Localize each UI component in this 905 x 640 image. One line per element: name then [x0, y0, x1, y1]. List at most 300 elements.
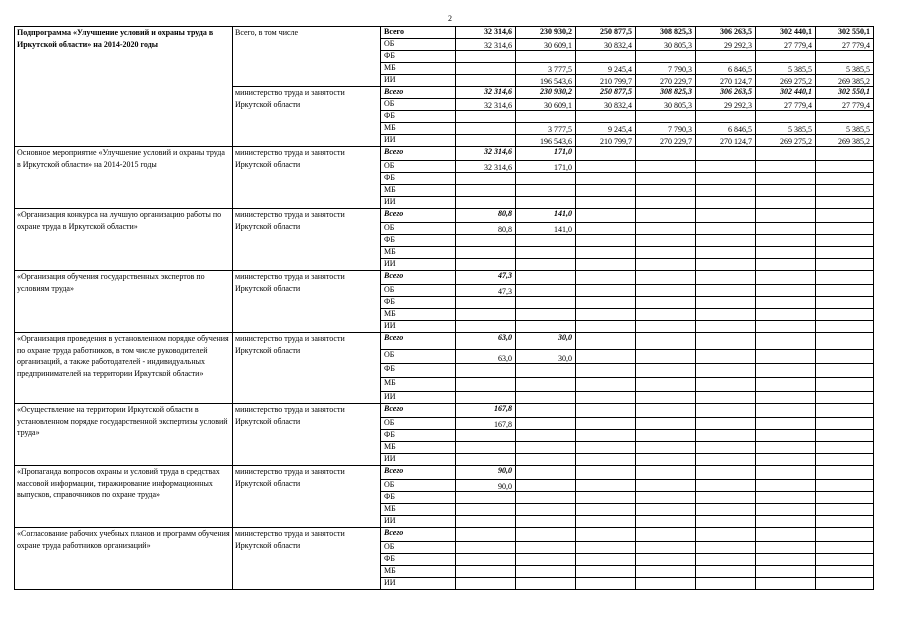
amount-cell	[576, 209, 636, 223]
amount-cell	[576, 504, 636, 516]
amount-cell	[756, 480, 816, 492]
amount-cell: 308 825,3	[636, 27, 696, 39]
amount-cell	[636, 480, 696, 492]
amount-cell	[816, 516, 874, 528]
table-row	[15, 147, 874, 161]
amount-cell: 302 440,1	[756, 27, 816, 39]
amount-cell: 270 124,7	[696, 135, 756, 147]
amount-cell	[696, 566, 756, 578]
funding-source-ob: ОБ	[381, 350, 456, 364]
table-body	[15, 27, 874, 590]
amount-cell	[696, 364, 756, 378]
amount-cell: 302 550,1	[816, 87, 874, 99]
amount-cell	[576, 197, 636, 209]
amount-cell	[636, 454, 696, 466]
amount-cell	[756, 309, 816, 321]
amount-cell	[576, 578, 636, 590]
amount-cell	[456, 516, 516, 528]
amount-cell: 47,3	[456, 271, 516, 285]
amount-cell	[516, 271, 576, 285]
amount-cell: 47,3	[456, 285, 516, 297]
amount-cell	[756, 566, 816, 578]
amount-cell	[516, 247, 576, 259]
amount-cell	[756, 223, 816, 235]
amount-cell: 30,0	[516, 350, 576, 364]
activity-name: Подпрограмма «Улучшение условий и охраны труда в Иркутской области» на 2014-2020 годы	[15, 27, 233, 147]
amount-cell	[756, 350, 816, 364]
amount-cell	[456, 63, 516, 75]
funding-source-mb: МБ	[381, 63, 456, 75]
amount-cell	[516, 173, 576, 185]
amount-cell	[576, 235, 636, 247]
amount-cell	[516, 321, 576, 333]
amount-cell	[816, 528, 874, 542]
amount-cell	[516, 197, 576, 209]
amount-cell	[696, 285, 756, 297]
executor-cell: министерство труда и занятости Иркутской области	[233, 404, 381, 466]
amount-cell	[696, 209, 756, 223]
amount-cell	[576, 404, 636, 418]
amount-cell	[516, 542, 576, 554]
amount-cell	[636, 542, 696, 554]
funding-source-ii: ИИ	[381, 578, 456, 590]
amount-cell: 30 832,4	[576, 39, 636, 51]
amount-cell	[636, 247, 696, 259]
amount-cell: 9 245,4	[576, 123, 636, 135]
amount-cell: 30 805,3	[636, 39, 696, 51]
amount-cell	[696, 309, 756, 321]
amount-cell	[456, 309, 516, 321]
amount-cell: 196 543,6	[516, 135, 576, 147]
amount-cell	[696, 504, 756, 516]
amount-cell	[576, 161, 636, 173]
amount-cell: 27 779,4	[756, 39, 816, 51]
amount-cell	[636, 516, 696, 528]
amount-cell	[816, 566, 874, 578]
amount-cell	[756, 333, 816, 350]
amount-cell	[696, 442, 756, 454]
amount-cell	[696, 297, 756, 309]
activity-name: «Организация обучения государственных экспертов по условиям труда»	[15, 271, 233, 333]
amount-cell: 3 777,5	[516, 63, 576, 75]
amount-cell	[576, 466, 636, 480]
amount-cell: 30 805,3	[636, 99, 696, 111]
amount-cell	[756, 378, 816, 392]
amount-cell	[816, 209, 874, 223]
amount-cell	[816, 111, 874, 123]
funding-source-fb: ФБ	[381, 554, 456, 566]
amount-cell: 306 263,5	[696, 27, 756, 39]
amount-cell	[456, 75, 516, 87]
amount-cell	[456, 259, 516, 271]
amount-cell: 29 292,3	[696, 39, 756, 51]
amount-cell	[576, 333, 636, 350]
amount-cell	[636, 223, 696, 235]
amount-cell	[696, 392, 756, 404]
executor-cell: министерство труда и занятости Иркутской области	[233, 271, 381, 333]
amount-cell: 270 229,7	[636, 135, 696, 147]
amount-cell	[816, 480, 874, 492]
amount-cell: 32 314,6	[456, 99, 516, 111]
funding-source-ob: ОБ	[381, 223, 456, 235]
amount-cell	[816, 504, 874, 516]
amount-cell: 7 790,3	[636, 123, 696, 135]
amount-cell	[576, 321, 636, 333]
activity-name: «Осуществление на территории Иркутской области в установленном порядке государственной экспертизы условий труда»	[15, 404, 233, 466]
amount-cell	[756, 297, 816, 309]
executor-cell: министерство труда и занятости Иркутской области	[233, 466, 381, 528]
amount-cell	[456, 566, 516, 578]
amount-cell	[636, 333, 696, 350]
amount-cell	[576, 271, 636, 285]
funding-source-fb: ФБ	[381, 235, 456, 247]
amount-cell: 171,0	[516, 161, 576, 173]
amount-cell	[696, 173, 756, 185]
amount-cell: 269 275,2	[756, 135, 816, 147]
funding-source-total: Всего	[381, 271, 456, 285]
amount-cell	[816, 418, 874, 430]
amount-cell	[516, 492, 576, 504]
amount-cell	[756, 504, 816, 516]
funding-source-ii: ИИ	[381, 392, 456, 404]
amount-cell: 3 777,5	[516, 123, 576, 135]
funding-source-fb: ФБ	[381, 297, 456, 309]
funding-source-ii: ИИ	[381, 197, 456, 209]
amount-cell: 270 229,7	[636, 75, 696, 87]
activity-name: «Организация конкурса на лучшую организацию работы по охране труда в Иркутской области»	[15, 209, 233, 271]
amount-cell	[456, 542, 516, 554]
amount-cell: 90,0	[456, 466, 516, 480]
amount-cell	[636, 442, 696, 454]
amount-cell: 269 385,2	[816, 75, 874, 87]
amount-cell	[816, 430, 874, 442]
amount-cell	[636, 309, 696, 321]
amount-cell: 9 245,4	[576, 63, 636, 75]
amount-cell	[696, 271, 756, 285]
amount-cell	[636, 271, 696, 285]
amount-cell: 30,0	[516, 333, 576, 350]
amount-cell	[576, 542, 636, 554]
amount-cell	[636, 404, 696, 418]
amount-cell	[696, 350, 756, 364]
table-row	[15, 466, 874, 480]
amount-cell	[816, 442, 874, 454]
amount-cell	[516, 404, 576, 418]
amount-cell	[456, 378, 516, 392]
amount-cell	[576, 350, 636, 364]
amount-cell	[456, 454, 516, 466]
executor-cell: министерство труда и занятости Иркутской области	[233, 87, 381, 147]
amount-cell	[816, 392, 874, 404]
amount-cell	[696, 111, 756, 123]
amount-cell	[636, 235, 696, 247]
amount-cell	[816, 51, 874, 63]
amount-cell	[756, 185, 816, 197]
funding-source-total: Всего	[381, 147, 456, 161]
amount-cell	[636, 554, 696, 566]
amount-cell	[756, 430, 816, 442]
amount-cell	[516, 392, 576, 404]
amount-cell: 5 385,5	[756, 123, 816, 135]
funding-source-fb: ФБ	[381, 173, 456, 185]
funding-source-ii: ИИ	[381, 259, 456, 271]
amount-cell	[636, 364, 696, 378]
amount-cell	[636, 111, 696, 123]
funding-source-mb: МБ	[381, 442, 456, 454]
amount-cell	[756, 542, 816, 554]
amount-cell: 5 385,5	[756, 63, 816, 75]
amount-cell: 90,0	[456, 480, 516, 492]
amount-cell: 27 779,4	[756, 99, 816, 111]
amount-cell: 30 832,4	[576, 99, 636, 111]
amount-cell	[576, 554, 636, 566]
amount-cell	[696, 578, 756, 590]
amount-cell: 210 799,7	[576, 75, 636, 87]
amount-cell: 269 385,2	[816, 135, 874, 147]
amount-cell	[816, 147, 874, 161]
amount-cell	[576, 392, 636, 404]
amount-cell: 6 846,5	[696, 63, 756, 75]
amount-cell	[516, 554, 576, 566]
amount-cell	[756, 235, 816, 247]
amount-cell	[576, 285, 636, 297]
amount-cell	[636, 321, 696, 333]
amount-cell	[636, 578, 696, 590]
amount-cell	[576, 430, 636, 442]
funding-source-ob: ОБ	[381, 39, 456, 51]
funding-source-total: Всего	[381, 528, 456, 542]
amount-cell: 269 275,2	[756, 75, 816, 87]
funding-source-ob: ОБ	[381, 480, 456, 492]
amount-cell	[456, 442, 516, 454]
amount-cell: 63,0	[456, 350, 516, 364]
amount-cell	[456, 197, 516, 209]
amount-cell	[756, 392, 816, 404]
amount-cell	[516, 378, 576, 392]
funding-source-mb: МБ	[381, 566, 456, 578]
amount-cell	[456, 504, 516, 516]
amount-cell	[576, 185, 636, 197]
amount-cell	[696, 516, 756, 528]
amount-cell	[696, 259, 756, 271]
amount-cell	[576, 111, 636, 123]
amount-cell: 80,8	[456, 209, 516, 223]
amount-cell	[456, 297, 516, 309]
table-row	[15, 209, 874, 223]
amount-cell	[456, 173, 516, 185]
funding-source-total: Всего	[381, 27, 456, 39]
funding-source-ii: ИИ	[381, 516, 456, 528]
amount-cell	[756, 285, 816, 297]
amount-cell	[516, 297, 576, 309]
amount-cell	[816, 466, 874, 480]
amount-cell: 196 543,6	[516, 75, 576, 87]
amount-cell	[696, 51, 756, 63]
amount-cell	[816, 235, 874, 247]
executor-cell: министерство труда и занятости Иркутской области	[233, 209, 381, 271]
amount-cell	[816, 404, 874, 418]
amount-cell	[516, 504, 576, 516]
amount-cell	[516, 516, 576, 528]
amount-cell	[516, 528, 576, 542]
amount-cell	[516, 454, 576, 466]
page-number: 2	[448, 14, 452, 23]
amount-cell: 308 825,3	[636, 87, 696, 99]
amount-cell: 7 790,3	[636, 63, 696, 75]
amount-cell	[456, 321, 516, 333]
amount-cell	[636, 378, 696, 392]
activity-name: «Организация проведения в установленном порядке обучения по охране труда работников, в том числе руководителей организаций, а также работодателей - индивидуальных предпринимателей на территории Иркутской области»	[15, 333, 233, 404]
funding-source-mb: МБ	[381, 185, 456, 197]
amount-cell	[516, 430, 576, 442]
amount-cell	[756, 247, 816, 259]
amount-cell	[516, 111, 576, 123]
amount-cell	[636, 297, 696, 309]
amount-cell	[696, 247, 756, 259]
amount-cell	[816, 492, 874, 504]
amount-cell	[696, 235, 756, 247]
funding-source-ob: ОБ	[381, 542, 456, 554]
amount-cell	[456, 578, 516, 590]
amount-cell	[756, 404, 816, 418]
amount-cell	[636, 173, 696, 185]
amount-cell: 306 263,5	[696, 87, 756, 99]
amount-cell	[636, 466, 696, 480]
amount-cell	[756, 259, 816, 271]
amount-cell	[816, 350, 874, 364]
amount-cell	[756, 197, 816, 209]
amount-cell	[636, 197, 696, 209]
amount-cell: 32 314,6	[456, 161, 516, 173]
amount-cell	[576, 442, 636, 454]
amount-cell	[456, 185, 516, 197]
amount-cell	[516, 566, 576, 578]
activity-name: «Согласование рабочих учебных планов и программ обучения охране труда работников организаций»	[15, 528, 233, 590]
funding-source-ii: ИИ	[381, 454, 456, 466]
amount-cell	[756, 516, 816, 528]
amount-cell	[636, 51, 696, 63]
table-row	[15, 333, 874, 350]
amount-cell	[696, 147, 756, 161]
amount-cell	[576, 492, 636, 504]
amount-cell: 302 550,1	[816, 27, 874, 39]
amount-cell	[456, 51, 516, 63]
amount-cell	[456, 364, 516, 378]
funding-source-mb: МБ	[381, 247, 456, 259]
funding-source-fb: ФБ	[381, 364, 456, 378]
funding-source-ob: ОБ	[381, 418, 456, 430]
amount-cell	[576, 378, 636, 392]
funding-source-total: Всего	[381, 333, 456, 350]
amount-cell	[516, 185, 576, 197]
amount-cell	[516, 235, 576, 247]
amount-cell	[456, 235, 516, 247]
amount-cell	[456, 111, 516, 123]
amount-cell: 230 930,2	[516, 87, 576, 99]
amount-cell	[636, 418, 696, 430]
amount-cell	[636, 161, 696, 173]
amount-cell: 167,8	[456, 418, 516, 430]
funding-source-mb: МБ	[381, 378, 456, 392]
amount-cell	[816, 378, 874, 392]
amount-cell	[816, 542, 874, 554]
amount-cell	[576, 297, 636, 309]
funding-source-mb: МБ	[381, 123, 456, 135]
amount-cell	[576, 247, 636, 259]
amount-cell	[816, 321, 874, 333]
amount-cell	[756, 51, 816, 63]
amount-cell	[576, 51, 636, 63]
amount-cell	[756, 161, 816, 173]
funding-source-mb: МБ	[381, 309, 456, 321]
funding-source-fb: ФБ	[381, 492, 456, 504]
amount-cell	[456, 492, 516, 504]
amount-cell	[636, 392, 696, 404]
amount-cell	[696, 430, 756, 442]
table-row	[15, 528, 874, 542]
funding-source-fb: ФБ	[381, 111, 456, 123]
amount-cell	[696, 542, 756, 554]
amount-cell: 30 609,1	[516, 39, 576, 51]
amount-cell: 141,0	[516, 223, 576, 235]
funding-source-ii: ИИ	[381, 75, 456, 87]
amount-cell	[696, 404, 756, 418]
amount-cell	[696, 333, 756, 350]
funding-source-ob: ОБ	[381, 99, 456, 111]
amount-cell	[456, 123, 516, 135]
amount-cell: 32 314,6	[456, 39, 516, 51]
amount-cell	[636, 492, 696, 504]
activity-name: «Пропаганда вопросов охраны и условий труда в средствах массовой информации, тиражирование информационных выпусков, справочников по охране труда»	[15, 466, 233, 528]
amount-cell	[816, 173, 874, 185]
funding-source-ob: ОБ	[381, 285, 456, 297]
amount-cell	[756, 492, 816, 504]
amount-cell	[576, 528, 636, 542]
amount-cell	[696, 554, 756, 566]
amount-cell	[576, 516, 636, 528]
amount-cell	[696, 321, 756, 333]
amount-cell: 27 779,4	[816, 39, 874, 51]
amount-cell	[696, 378, 756, 392]
table-row	[15, 27, 874, 39]
funding-source-ob: ОБ	[381, 161, 456, 173]
amount-cell	[636, 185, 696, 197]
amount-cell	[696, 223, 756, 235]
amount-cell: 270 124,7	[696, 75, 756, 87]
amount-cell	[576, 566, 636, 578]
amount-cell	[576, 223, 636, 235]
amount-cell	[696, 480, 756, 492]
funding-source-fb: ФБ	[381, 51, 456, 63]
amount-cell	[756, 528, 816, 542]
amount-cell	[696, 197, 756, 209]
amount-cell: 167,8	[456, 404, 516, 418]
amount-cell	[756, 578, 816, 590]
amount-cell	[756, 418, 816, 430]
table-row	[15, 404, 874, 418]
amount-cell	[756, 364, 816, 378]
amount-cell	[516, 480, 576, 492]
amount-cell	[636, 528, 696, 542]
funding-source-total: Всего	[381, 404, 456, 418]
amount-cell: 32 314,6	[456, 87, 516, 99]
amount-cell	[756, 111, 816, 123]
amount-cell	[696, 528, 756, 542]
amount-cell	[816, 247, 874, 259]
amount-cell	[636, 430, 696, 442]
executor-cell: министерство труда и занятости Иркутской области	[233, 147, 381, 209]
amount-cell	[756, 271, 816, 285]
